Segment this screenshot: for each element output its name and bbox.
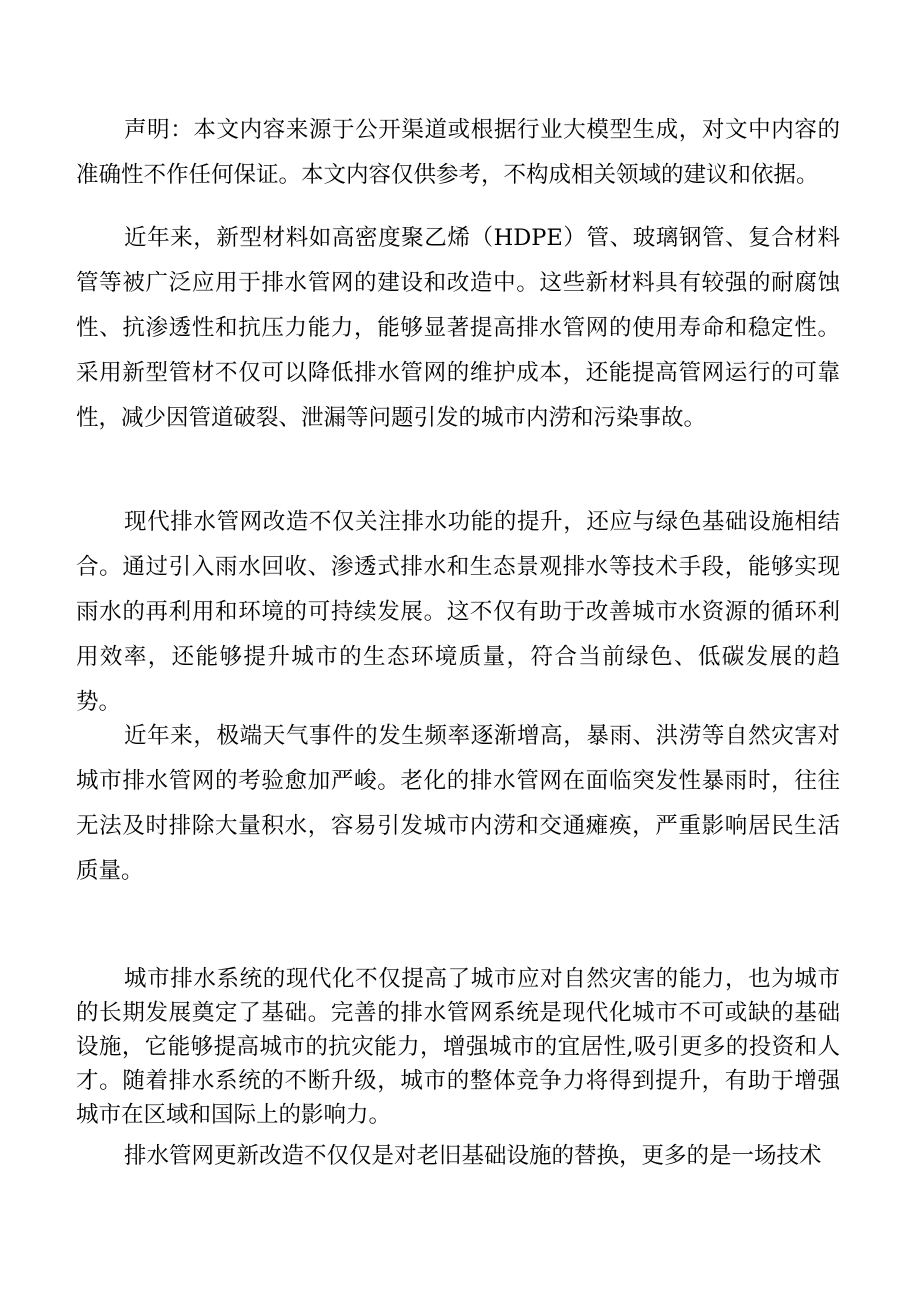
disclaimer-paragraph: 声明：本文内容来源于公开渠道或根据行业大模型生成，对文中内容的准确性不作任何保证。本文内容仅供参考，不构成相关领域的建议和依据。 bbox=[76, 117, 840, 188]
body-paragraph: 排水管网更新改造不仅仅是对老旧基础设施的替换，更多的是一场技术 bbox=[124, 1143, 822, 1169]
body-paragraph: 近年来，新型材料如高密度聚乙烯（HDPE）管、玻璃钢管、复合材料管等被广泛应用于排水管网的建设和改造中。这些新材料具有较强的耐腐蚀性、抗渗透性和抗压力能力，能够显著提高排水管网的使用寿命和稳定性。采用新型管材不仅可以降低排水管网的维护成本，还能提高管网运行的可靠性，减少因管道破裂、泄漏等问题引发的城市内涝和污染事故。 bbox=[76, 225, 840, 431]
body-paragraph: 城市排水系统的现代化不仅提高了城市应对自然灾害的能力，也为城市的长期发展奠定了基础。完善的排水管网系统是现代化城市不可或缺的基础设施，它能够提高城市的抗灾能力，增强城市的宜居性,吸引更多的投资和人才。随着排水系统的不断升级，城市的整体竞争力将得到提升，有助于增强城市在区域和国际上的影响力。 bbox=[76, 966, 840, 1128]
body-paragraph: 近年来，极端天气事件的发生频率逐渐增高，暴雨、洪涝等自然灾害对城市排水管网的考验愈加严峻。老化的排水管网在面临突发性暴雨时，往往无法及时排除大量积水，容易引发城市内涝和交通瘫痪，严重影响居民生活质量。 bbox=[76, 723, 840, 884]
body-paragraph: 现代排水管网改造不仅关注排水功能的提升，还应与绿色基础设施相结合。通过引入雨水回收、渗透式排水和生态景观排水等技术手段，能够实现雨水的再利用和环境的可持续发展。这不仅有助于改善城市水资源的循环利用效率，还能够提升城市的生态环境质量，符合当前绿色、低碳发展的趋势。 bbox=[76, 509, 840, 715]
